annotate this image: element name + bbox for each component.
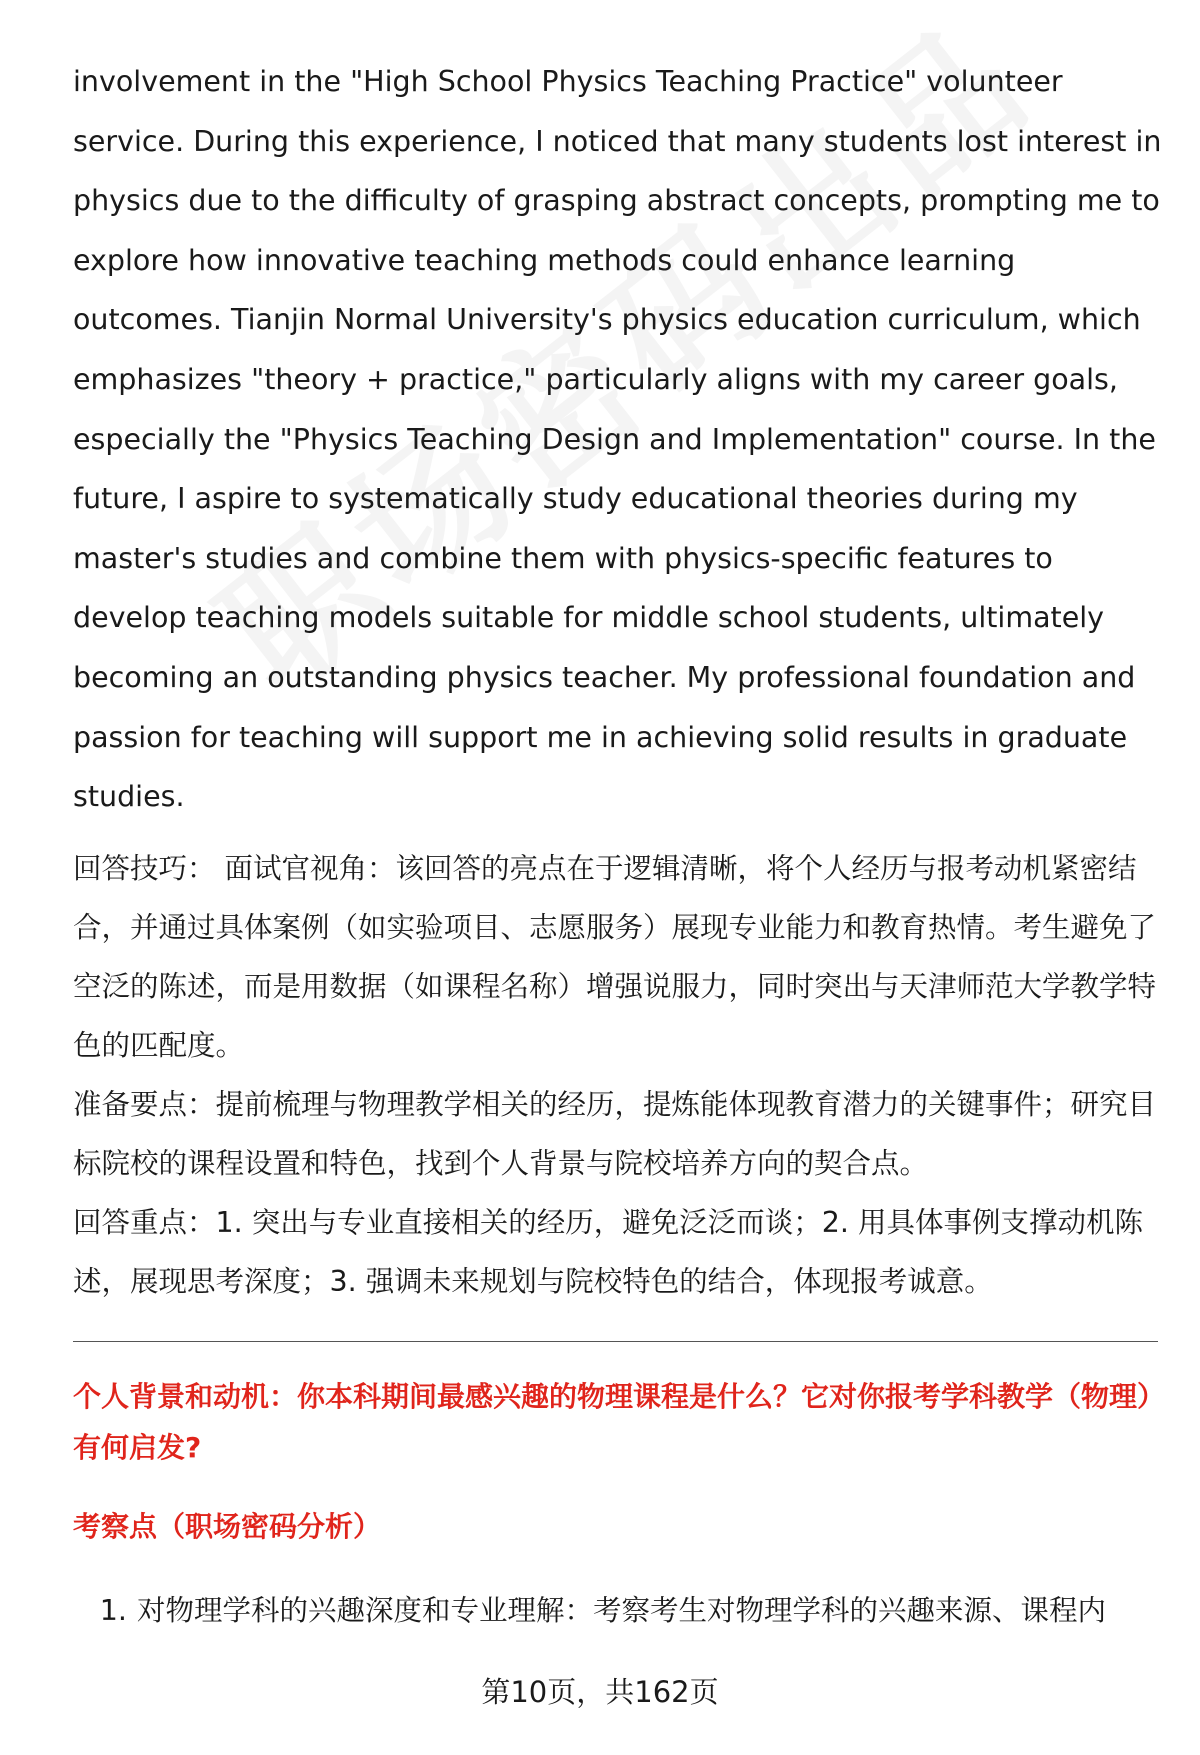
answer-tips — [73, 839, 1163, 1311]
preparation-text: 准备要点：提前梳理与物理教学相关的经历，提炼能体现教育潜力的关键事件；研究目标院校的课程设置和特色，找到个人背景与院校培养方向的契合点。 — [73, 1087, 1157, 1180]
page-content — [73, 52, 1163, 1636]
question-heading: 个人背景和动机：你本科期间最感兴趣的物理课程是什么？它对你报考学科教学（物理）有何启发? — [73, 1379, 1152, 1464]
analysis-subheading: 考察点（职场密码分析） — [73, 1509, 382, 1543]
section-divider — [73, 1341, 1158, 1342]
answer-paragraph: involvement in the "High School Physics Teaching Practice" volunteer service. During this experience, I noticed that many students lost interest in physics due to the difficulty of grasping abstract concepts, prompting me to explore how innovative teaching methods could enhance learning outcomes. Tianjin Normal University's physics education curriculum, which emphasizes "theory + practice," particularly aligns with my career goals, especially the "Physics Teaching Design and Implementation" course. In the future, I aspire to systematically study educational theories during my master's studies and combine them with physics-specific features to develop teaching models suitable for middle school students, ultimately becoming an outstanding physics teacher. My professional foundation and passion for teaching will support me in achieving solid results in graduate studies. — [73, 65, 1162, 814]
page-footer: 第10页，共162页 — [481, 1675, 719, 1709]
list-item — [73, 1586, 1163, 1636]
list-item-number: 1. — [99, 1593, 127, 1627]
answer-skill-text: 回答技巧： 面试官视角：该回答的亮点在于逻辑清晰，将个人经历与报考动机紧密结合，并通过具体案例（如实验项目、志愿服务）展现专业能力和教育热情。考生避免了空泛的陈述，而是用数据（如课程名称）增强说服力，同时突出与天津师范大学教学特色的匹配度。 — [73, 851, 1157, 1062]
key-points-text: 回答重点：1. 突出与专业直接相关的经历，避免泛泛而谈；2. 用具体事例支撑动机陈述，展现思考深度；3. 强调未来规划与院校特色的结合，体现报考诚意。 — [73, 1205, 1144, 1298]
list-item-text: 对物理学科的兴趣深度和专业理解：考察考生对物理学科的兴趣来源、课程内 — [137, 1593, 1107, 1627]
